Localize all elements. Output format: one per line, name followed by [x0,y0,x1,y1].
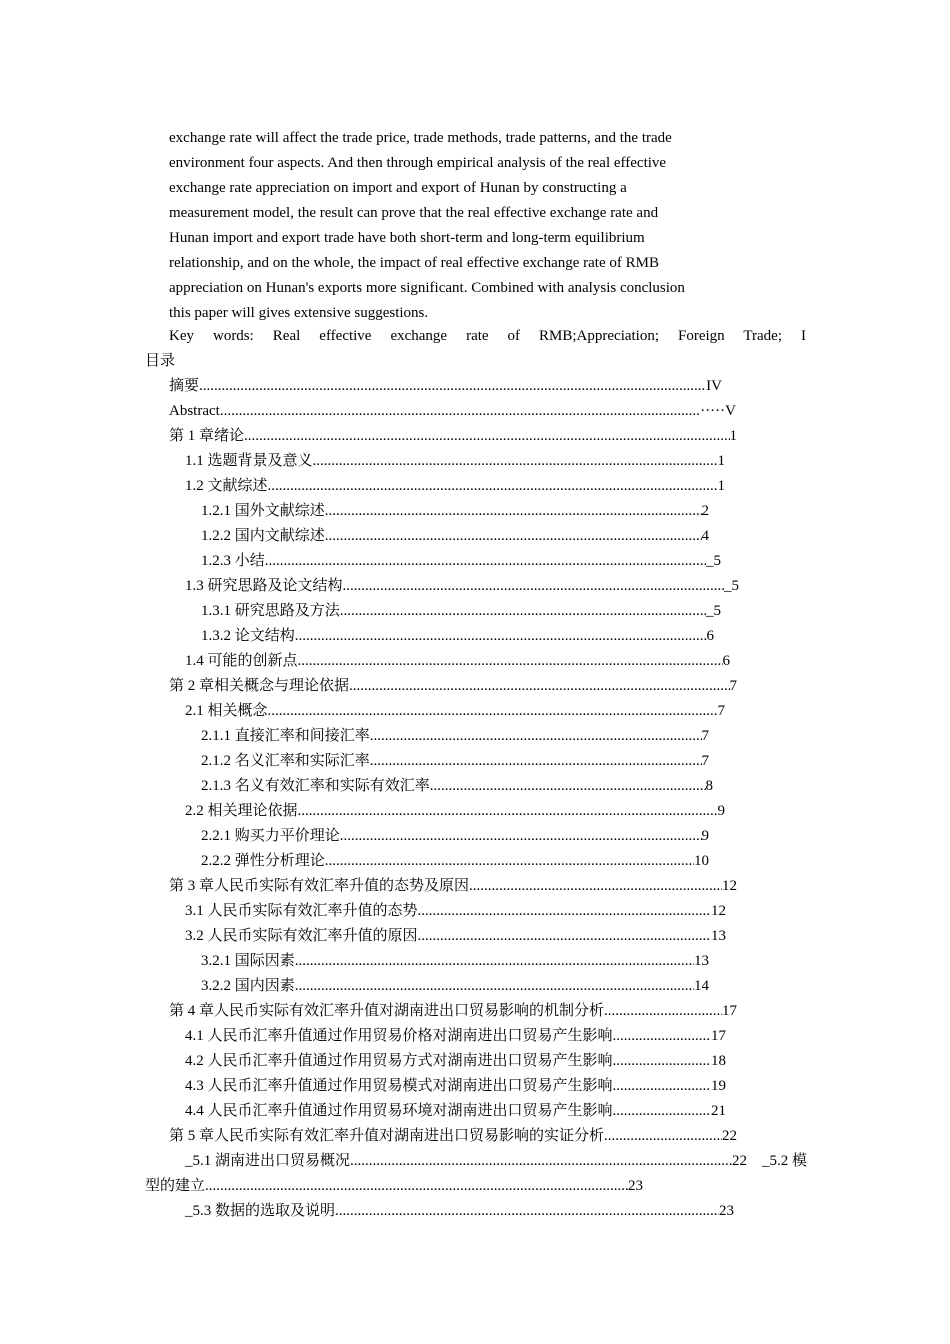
abstract-line: relationship, and on the whole, the impact of real effective exchange rate of RMB [169,255,659,271]
toc-entry[interactable] [201,974,709,999]
abstract-line: exchange rate will affect the trade price, trade methods, trade patterns, and the trade [169,130,672,146]
toc-entry-page: 7 [701,728,709,744]
toc-entry-page: 7 [701,753,709,769]
toc-entry[interactable] [201,499,709,524]
toc-entry[interactable] [185,799,725,824]
keywords-line: Key words: Real effective exchange rate of RMB;Appreciation; Foreign Trade; I [169,328,806,344]
toc-entry-title: 4.1 人民币汇率升值通过作用贸易价格对湖南进出口贸易产生影响 [185,1028,613,1044]
toc-title: 目录 [145,353,176,369]
toc-entry-page: _5 [706,603,721,619]
toc-entry-page: _5 [706,553,721,569]
toc-entry[interactable] [185,1049,726,1074]
toc-entry-page: 6 [722,653,730,669]
toc-entry[interactable] [201,774,713,799]
toc-entry[interactable] [185,649,730,674]
toc-entry-title: 1.1 选题背景及意义 [185,453,313,469]
toc-entry-title: 第 4 章人民币实际有效汇率升值对湖南进出口贸易影响的机制分析 [169,1003,605,1019]
toc-entry-title: 1.2.3 小结 [201,553,265,569]
toc-entry-page: 17 [711,1028,726,1044]
toc-entry[interactable] [169,399,736,424]
toc-entry-page: 1 [729,428,737,444]
abstract-line: measurement model, the result can prove that the real effective exchange rate and [169,205,659,221]
toc-entry-page: 22 [722,1128,737,1144]
toc-entry-page: 12 [711,903,726,919]
toc-entry[interactable] [201,549,721,574]
toc-entry[interactable] [145,1174,643,1199]
toc-entry-page: ·····V [700,403,736,419]
toc-entry[interactable] [185,474,725,499]
abstract-line: environment four aspects. And then through empirical analysis of the real effective [169,155,667,171]
toc-entry-title: 1.2 文献综述 [185,478,268,494]
toc-entry-page: 9 [701,828,709,844]
toc-entry-page: 14 [694,978,709,994]
toc-entry[interactable] [201,749,709,774]
toc-entry-title: 2.2 相关理论依据 [185,803,298,819]
toc-entry-page: 7 [717,703,725,719]
toc-entry-title: 3.2.1 国际因素 [201,953,295,969]
toc-entry-title: 1.3.2 论文结构 [201,628,295,644]
toc-entry-page: 18 [711,1053,726,1069]
toc-entry-page: _5 [724,578,739,594]
toc-entry[interactable] [185,1074,726,1099]
toc-entry-title: 1.2.2 国内文献综述 [201,528,325,544]
toc-entry[interactable] [185,924,726,949]
toc-entry[interactable] [185,574,739,599]
toc-entry[interactable] [201,524,709,549]
toc-entry[interactable] [185,699,725,724]
toc-entry-title: 2.2.1 购买力平价理论 [201,828,340,844]
toc-entry[interactable] [201,724,709,749]
toc-entry[interactable] [169,374,722,399]
toc-entry-page: 6 [706,628,714,644]
toc-entry-title: 1.4 可能的创新点 [185,653,298,669]
toc-entry[interactable] [169,874,737,899]
toc-entry-title: 2.2.2 弹性分析理论 [201,853,325,869]
toc-entry-title: 2.1 相关概念 [185,703,268,719]
toc-entry[interactable] [185,449,725,474]
toc-entry-title: 2.1.2 名义汇率和实际汇率 [201,753,370,769]
toc-entry-title: 第 5 章人民币实际有效汇率升值对湖南进出口贸易影响的实证分析 [169,1128,605,1144]
toc-entry-title: 4.4 人民币汇率升值通过作用贸易环境对湖南进出口贸易产生影响 [185,1103,613,1119]
toc-entry-title: 4.2 人民币汇率升值通过作用贸易方式对湖南进出口贸易产生影响 [185,1053,613,1069]
toc-entry-page: 19 [711,1078,726,1094]
toc-entry-title: _5.1 湖南进出口贸易概况 [185,1153,351,1169]
toc-entry[interactable] [169,999,737,1024]
toc-entry[interactable] [201,949,709,974]
toc-entry-page: 13 [711,928,726,944]
toc-entry-title: _5.3 数据的选取及说明 [185,1203,336,1219]
toc-entry[interactable] [201,599,721,624]
toc-entry-title: 第 3 章人民币实际有效汇率升值的态势及原因 [169,878,470,894]
toc-entry[interactable] [185,1024,726,1049]
toc-entry-title: 第 2 章相关概念与理论依据 [169,678,350,694]
toc-entry-title: 3.2 人民币实际有效汇率升值的原因 [185,928,418,944]
toc-entry-title: 摘要 [169,378,200,394]
toc-entry-page: 9 [717,803,725,819]
toc-entry-title: Abstract [169,403,220,419]
toc-entry-page: IV [706,378,722,394]
toc-entry[interactable] [185,1199,734,1224]
abstract-text [169,126,769,326]
toc-entry-continuation: _5.2 模 [746,1153,807,1169]
toc-entry[interactable] [169,424,737,449]
toc-entry-page: 23 [719,1203,734,1219]
toc-entry-page: 17 [722,1003,737,1019]
toc-entry[interactable] [185,899,726,924]
abstract-line: this paper will gives extensive suggestions. [169,305,429,321]
toc-entry[interactable] [169,1124,737,1149]
toc-entry-page: 2 [701,503,709,519]
toc-entry-page: 23 [628,1178,643,1194]
toc-entry[interactable] [169,674,737,699]
toc-entry-title: 第 1 章绪论 [169,428,245,444]
toc-entry-title: 2.1.1 直接汇率和间接汇率 [201,728,370,744]
toc-entry[interactable] [201,824,709,849]
toc-entry-title: 2.1.3 名义有效汇率和实际有效汇率 [201,778,430,794]
toc-entry-title: 1.2.1 国外文献综述 [201,503,325,519]
toc-entry-title: 1.3.1 研究思路及方法 [201,603,340,619]
toc-entry[interactable] [185,1099,726,1124]
toc-entry-title: 1.3 研究思路及论文结构 [185,578,343,594]
toc-entry-page: 1 [717,478,725,494]
toc-entry[interactable] [201,849,709,874]
toc-entry-page: 10 [694,853,709,869]
toc-entry-page: 8 [705,778,713,794]
toc-entry-page: 7 [729,678,737,694]
toc-entry-page: 12 [722,878,737,894]
toc-entry[interactable] [185,1149,807,1174]
toc-entry-title: 3.2.2 国内因素 [201,978,295,994]
abstract-line: appreciation on Hunan's exports more significant. Combined with analysis conclusion [169,280,685,296]
abstract-line: exchange rate appreciation on import and export of Hunan by constructing a [169,180,627,196]
toc-entry-title: 3.1 人民币实际有效汇率升值的态势 [185,903,418,919]
toc-entry-page: 21 [711,1103,726,1119]
abstract-line: Hunan import and export trade have both short-term and long-term equilibrium [169,230,645,246]
toc-entry-page: 13 [694,953,709,969]
toc-entry[interactable] [201,624,714,649]
toc-entry-page: 22 [731,1153,747,1169]
toc-entry-title: 型的建立 [145,1178,206,1194]
toc-entry-page: 1 [717,453,725,469]
toc-entry-page: 4 [701,528,709,544]
toc-entry-title: 4.3 人民币汇率升值通过作用贸易模式对湖南进出口贸易产生影响 [185,1078,613,1094]
